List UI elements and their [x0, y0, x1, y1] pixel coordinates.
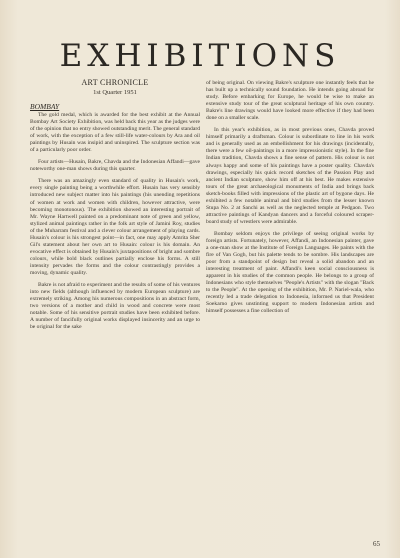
page-number: 65 [373, 540, 380, 548]
paragraph: Bakre is not afraid to experiment and the results of some of his ventures into new fields (although influenced by modern European sculpture) are extremely striking. Among his numerous compositions in an abstract form, two versions of a mother and child in wood and concrete were most notable. Some of his sensitive portrait studies have been exhibited before. A number of fancifully original works displayed insincerity and an urge to be original for the sake [30, 282, 200, 331]
section-quarter: 1st Quarter 1951 [93, 89, 137, 96]
paragraph: There was an amazingly even standard of quality in Husain's work, every single painting being a worthwhile effort. Husain has very sensibly introduced new subject matter into his paintings (his unending repetitions of women at work and women with children, however attractive, were becoming monotonous). The exhibition showed an interesting portrait of Mr. Wayne Hartwell painted on a predominant note of green and yellow, stylized animal paintings rather in the folk art style of Jamini Roy, studies of the Muharram festival and a clever colour arrangement of playing cards. Husain's colour is his strongest point—in fact, one may apply Amrita Sher Gil's statement about her own art to Husain: colour is his domain. An evocative effect is obtained by Husain's juxtapositions of bright and sombre colours, while bold black outlines partially enclose his forms. A still intensity pervades the forms and the colour contrastingly provides a moving, dynamic quality. [30, 178, 200, 276]
section-heading: ART CHRONICLE [81, 78, 149, 87]
right-column [206, 80, 374, 316]
paragraph: Bombay seldom enjoys the privilege of seeing original works by foreign artists. Fortunately, however, Affandi, an Indonesian painter, gave a one-man show at the Institute of Foreign Languages. He paints with the fire of Van Gogh, but his palette tends to be sombre. His landscapes are poor from a standpoint of design but reveal a solid abandon and an interesting treatment of paint. Affandi's keen social consciousness is apparent in his studies of the common people. He belongs to a group of Indonesians who style themselves "People's Artists" with the slogan "Back to the People". At the opening of the exhibition, Mr. P. Nariel-wala, who recently led a trade delegation to Indonesia, informed us that President Soekarno gives unstinting support to modern Indonesian artists and himself possesses a fine collection of [206, 230, 374, 315]
section-header [30, 78, 200, 97]
paragraph: Four artists—Husain, Bakre, Chavda and the Indonesian Affandi—gave noteworthy one-man shows during this quarter. [30, 159, 200, 173]
paragraph: of being original. On viewing Bakre's sculpture one instantly feels that he has built up a technically sound foundation. He intends going abroad for study. Before embarking for Europe, he would be wise to make an extensive study tour of the great sculptural heritage of his own country. Bakre's line drawings would have looked more effective if they had been done on a smaller scale. [206, 80, 374, 122]
city-heading: BOMBAY [30, 102, 60, 111]
left-column [30, 78, 200, 331]
paragraph: The gold medal, which is awarded for the best exhibit at the Annual Bombay Art Society Exhibition, was held back this year as the judges were of the opinion that no entry showed outstanding merit. The general standard of work, with the exception of a few still-life water-colours by Ara and oil paintings by Husain was insipid and uninspired. The sculpture section was of a particularly poor order. [30, 112, 200, 154]
paragraph: In this year's exhibition, as in most previous ones, Chavda proved himself primarily a draftsman. Colour is subordinate to line in his work and is generally used as an embellishment for his drawings (incidentally, there were a few oil-paintings in a more impressionistic style). In the fine Indian tradition, Chavda shows a fine sense of pattern. His colour is not always happy and some of his paintings have a poster quality. Chavda's drawings, especially his quick record sketches of the Passion Play and ancient Indian sculpture, show him off at his best. He makes extensive tours of the great archaeological monuments of India and brings back sketch-books filled with impressions of the plastic art of bygone days. He exhibited a few notable animal and bird studies from the lesser known Stupa No. 2 at Sanchi as well as the neglected temple at Pedgaon. Two attractive paintings of Kandyan dancers and a forceful coloured scraper-board study of wrestlers were admirable. [206, 127, 374, 225]
page-title: EXHIBITIONS [59, 38, 341, 74]
